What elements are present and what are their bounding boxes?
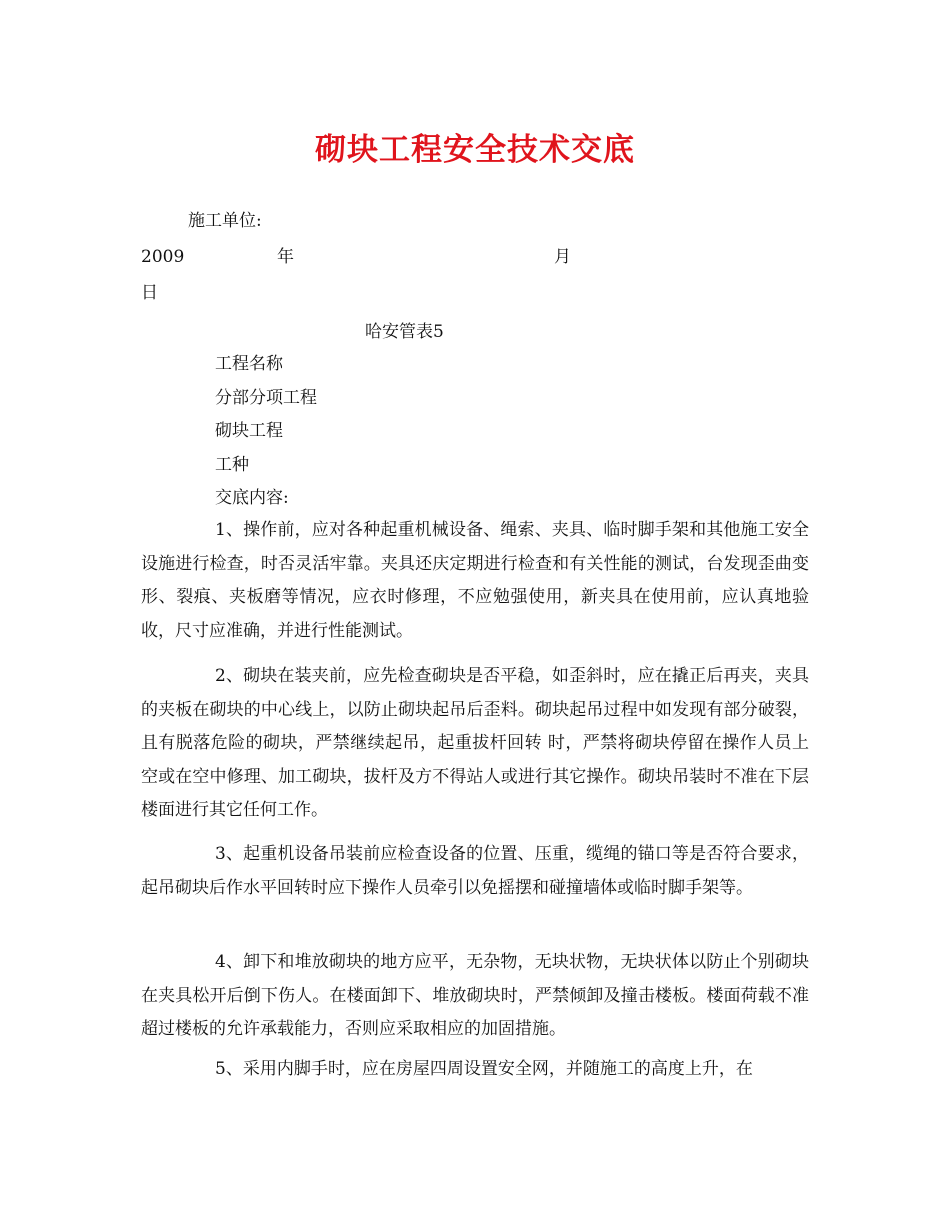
- field-project-name: 工程名称: [215, 354, 283, 374]
- field-content-label: 交底内容:: [215, 488, 289, 508]
- date-year-label: 年: [277, 247, 294, 267]
- construction-unit-label: 施工单位:: [188, 211, 262, 231]
- paragraph-2: 2、砌块在装夹前，应先检查砌块是否平稳，如歪斜时，应在撬正后再夹，夹具的夹板在砌块的中心线上，以防止砌块起吊后歪料。砌块起吊过程中如发现有部分破裂，且有脱落危险的砌块，严禁继续起吊，起重拔杆回转 时，严禁将砌块停留在操作人员上空或在空中修理、加工砌块，拔杆及方不得站人或进行其它操作。砌块吊装时不准在下层楼面进行其它任何工作。: [141, 666, 809, 820]
- date-day-label: 日: [141, 283, 158, 303]
- field-masonry-work: 砌块工程: [215, 421, 283, 441]
- paragraph-5: 5、采用内脚手时，应在房屋四周设置安全网，并随施工的高度上升，在: [215, 1059, 753, 1079]
- date-month-label: 月: [554, 247, 571, 267]
- paragraph-1: 1、操作前，应对各种起重机械设备、绳索、夹具、临时脚手架和其他施工安全设施进行检查，时否灵活牢靠。夹具还庆定期进行检查和有关性能的测试，台发现歪曲变形、裂痕、夹板磨等情况，应衣时修理，不应勉强使用，新夹具在使用前，应认真地验收，尺寸应准确，并进行性能测试。: [141, 520, 809, 641]
- date-year: 2009: [141, 247, 185, 267]
- form-code: 哈安管表5: [365, 322, 444, 342]
- document-title: 砌块工程安全技术交底: [315, 132, 635, 168]
- field-sub-project: 分部分项工程: [215, 388, 317, 408]
- paragraph-3: 3、起重机设备吊装前应检查设备的位置、压重，缆绳的锚口等是否符合要求，起吊砌块后作水平回转时应下操作人员牵引以免摇摆和碰撞墙体或临时脚手架等。: [141, 844, 809, 898]
- paragraph-4: 4、卸下和堆放砌块的地方应平，无杂物，无块状物，无块状体以防止个别砌块在夹具松开后倒下伤人。在楼面卸下、堆放砌块时，严禁倾卸及撞击楼板。楼面荷载不准超过楼板的允许承载能力，否则应采取相应的加固措施。: [141, 952, 809, 1039]
- field-work-type: 工种: [215, 455, 249, 475]
